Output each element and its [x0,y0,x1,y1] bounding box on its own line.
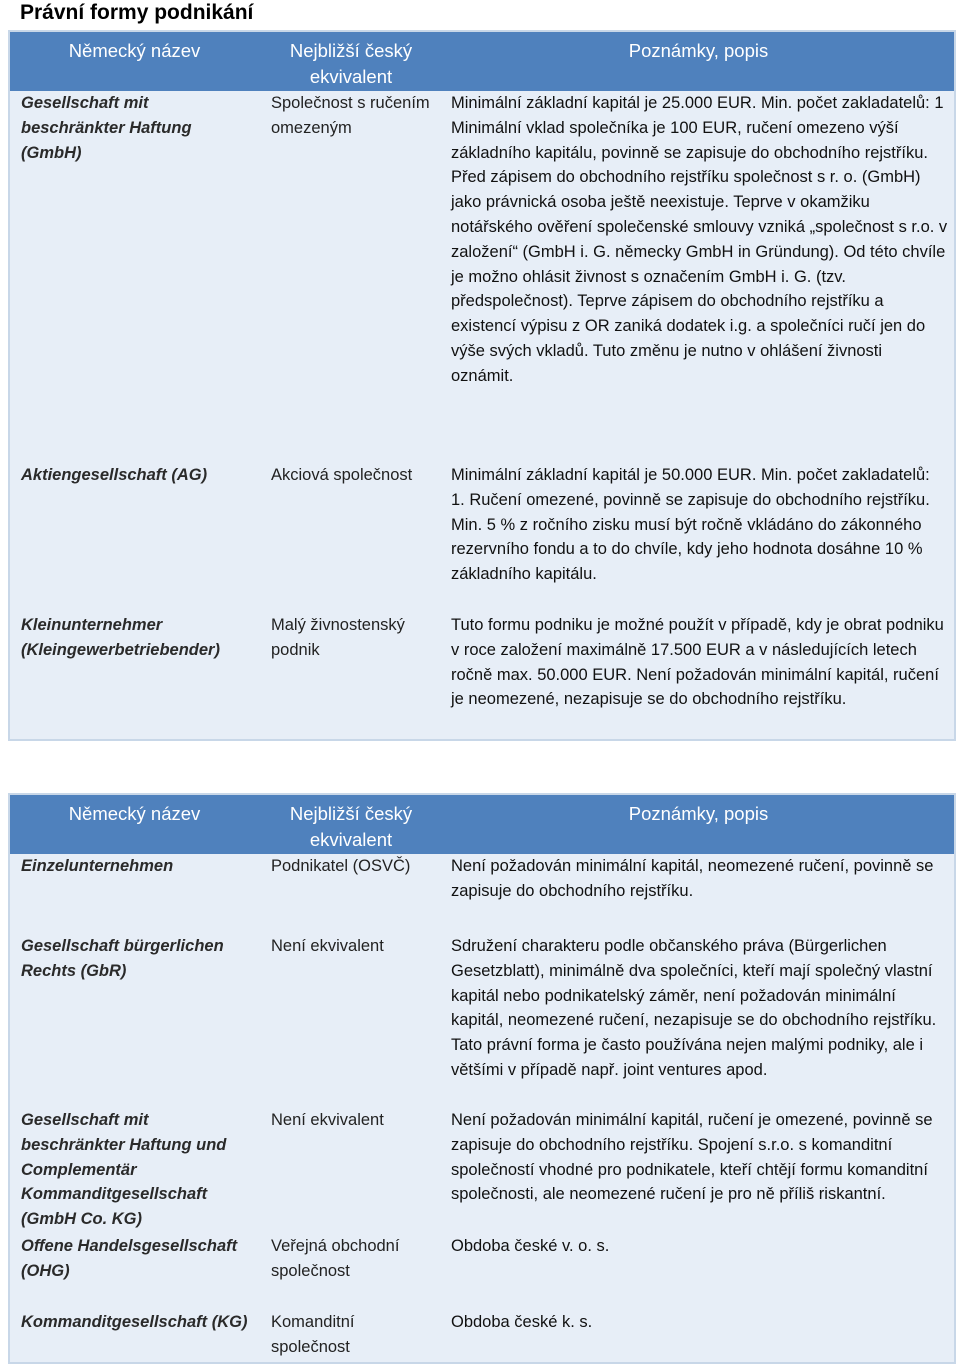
notes-cell: Není požadován minimální kapitál, neomezené ručení, povinně se zapisuje do obchodního rejstříku. [443,854,955,934]
german-name-cell: Offene Handelsgesellschaft (OHG) [9,1234,259,1310]
table-row [9,854,955,934]
header-notes: Poznámky, popis [443,31,955,91]
legal-forms-table-2 [8,793,956,1364]
notes-cell: Není požadován minimální kapitál, ručení je omezené, povinně se zapisuje do obchodního rejstříku. Spojení s.r.o. s komanditní společností vhodné pro podnikatele, kteří chtějí formu komanditní společnosti, ale neomezené ručení je pro ně příliš riskantní. [443,1108,955,1234]
german-name-cell: Gesellschaft bürgerlichen Rechts (GbR) [9,934,259,1108]
notes-cell: Minimální základní kapitál je 50.000 EUR. Min. počet zakladatelů: 1. Ručení omezené, povinně se zapisuje do obchodního rejstříku. Min. 5 % z ročního zisku musí být ročně vkládáno do zákonného rezervního fondu a to do chvíle, kdy jeho hodnota dosáhne 10 % základního kapitálu. [443,463,955,613]
notes-cell: Tuto formu podniku je možné použít v případě, kdy je obrat podniku v roce založení maximálně 17.500 EUR a v následujících letech ročně max. 50.000 EUR. Není požadován minimální kapitál, ručení je neomezené, nezapisuje se do obchodního rejstříku. [443,613,955,740]
table-row [9,613,955,740]
legal-forms-table-1 [8,30,956,741]
german-name-cell: Einzelunternehmen [9,854,259,934]
table-row [9,463,955,613]
czech-equivalent-cell: Akciová společnost [259,463,443,613]
german-name-cell: Aktiengesellschaft (AG) [9,463,259,613]
header-german-name: Německý název [9,31,259,91]
table-row [9,1108,955,1234]
table-header-row [9,794,955,854]
table-row [9,1310,955,1363]
czech-equivalent-cell: Podnikatel (OSVČ) [259,854,443,934]
czech-equivalent-cell: Není ekvivalent [259,934,443,1108]
czech-equivalent-cell: Veřejná obchodní společnost [259,1234,443,1310]
notes-cell: Obdoba české k. s. [443,1310,955,1363]
table-row [9,1234,955,1310]
header-notes: Poznámky, popis [443,794,955,854]
header-czech-equivalent: Nejbližší český ekvivalent [259,31,443,91]
german-name-cell: Gesellschaft mit beschränkter Haftung und Complementär Kommanditgesellschaft (GmbH Co. KG) [9,1108,259,1234]
notes-cell: Sdružení charakteru podle občanského práva (Bürgerlichen Gesetzblatt), minimálně dva společníci, kteří mají společný vlastní kapitál nebo podnikatelský záměr, není požadován minimální kapitál, neomezené ručení, nezapisuje se do obchodního rejstříku. Tato právní forma je často používána nejen malými podniky, ale i většími v případě např. joint ventures apod. [443,934,955,1108]
notes-cell: Minimální základní kapitál je 25.000 EUR. Min. počet zakladatelů: 1 Minimální vklad společníka je 100 EUR, ručení omezeno výší základního kapitálu, povinně se zapisuje do obchodního rejstříku. Před zápisem do obchodního rejstříku společnost s r. o. (GmbH) jako právnická osoba ještě neexistuje. Teprve v okamžiku notářského ověření společenské smlouvy vzniká „společnost s r.o. v založení“ (GmbH i. G. německy GmbH in Gründung). Od této chvíle je možno ohlásit živnost s označením GmbH i. G. (tzv. předspolečnost). Teprve zápisem do obchodního rejstříku a existencí výpisu z OR zaniká dodatek i.g. a společníci ručí jen do výše svých vkladů. Tuto změnu je nutno v ohlášení živnosti oznámit. [443,91,955,463]
german-name-cell: Kleinunternehmer (Kleingewerbetriebender) [9,613,259,740]
german-name-cell: Kommanditgesellschaft (KG) [9,1310,259,1363]
german-name-cell: Gesellschaft mit beschränkter Haftung (GmbH) [9,91,259,463]
table-row [9,91,955,463]
header-german-name: Německý název [9,794,259,854]
czech-equivalent-cell: Komanditní společnost [259,1310,443,1363]
czech-equivalent-cell: Malý živnostenský podnik [259,613,443,740]
header-czech-equivalent: Nejbližší český ekvivalent [259,794,443,854]
page-title: Právní formy podnikání [20,1,254,24]
czech-equivalent-cell: Společnost s ručením omezeným [259,91,443,463]
table-header-row [9,31,955,91]
table-row [9,934,955,1108]
notes-cell: Obdoba české v. o. s. [443,1234,955,1310]
czech-equivalent-cell: Není ekvivalent [259,1108,443,1234]
